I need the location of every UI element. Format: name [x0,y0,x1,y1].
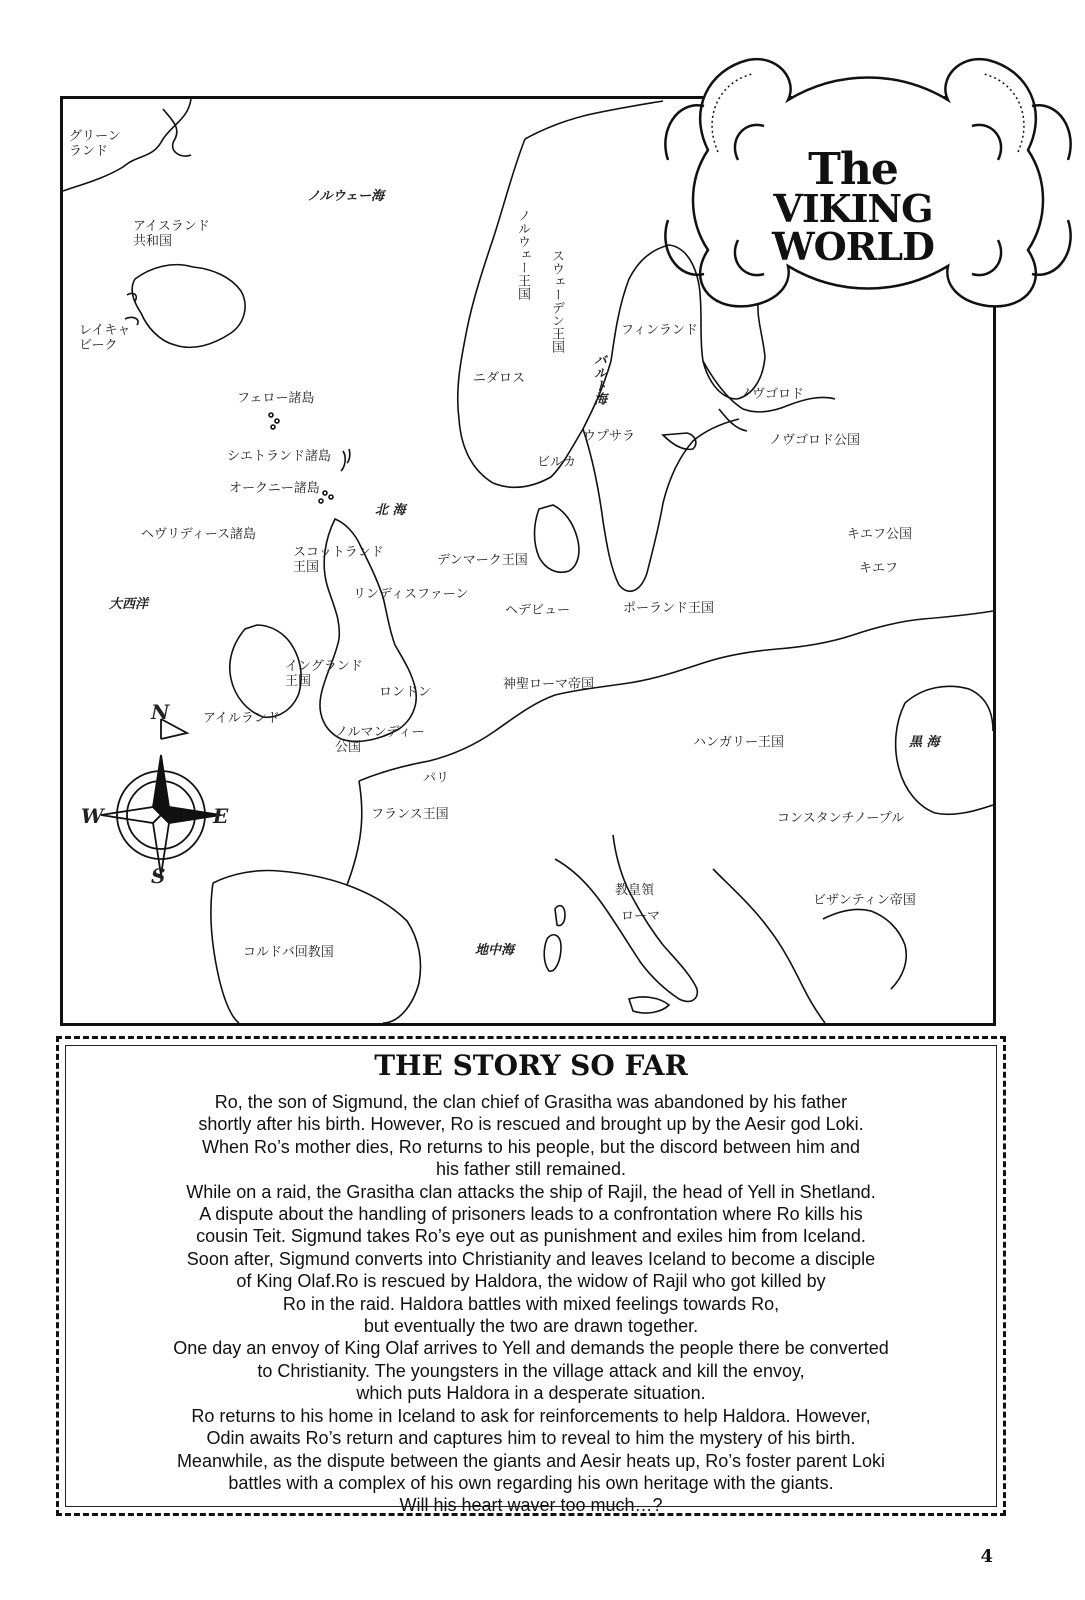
label-norwegian-sea: ノルウェー海 [307,189,384,204]
iceland-coast [132,265,245,348]
label-shetland: シエトランド諸島 [227,449,332,464]
story-line: his father still remained. [435,1159,627,1180]
compass-east: E [213,804,229,828]
compass-west: W [81,804,104,828]
label-north-sea: 北 海 [375,503,406,518]
story-body [69,1091,993,1517]
balkans-coast [713,869,825,1023]
label-orkney: オークニー諸島 [229,481,320,496]
label-cordoba: コルドバ回教国 [243,945,334,960]
label-iceland: アイスランド 共和国 [133,219,210,249]
label-baltic-sea: バルト海 [591,353,606,405]
story-line: Will his heart waver too much…? [399,1495,663,1516]
label-hre: 神聖ローマ帝国 [503,677,595,692]
page-number: 4 [980,1546,993,1567]
title-world: WORLD [771,224,935,269]
label-poland: ポーランド王国 [623,601,715,616]
label-paris: パリ [423,771,450,786]
compass-north: N [151,700,170,724]
story-line: Meanwhile, as the dispute between the giants and Aesir heats up, Ro’s foster parent Loki [176,1450,886,1471]
label-hedeby: ヘデビュー [505,603,571,618]
story-line: Ro in the raid. Haldora battles with mixed feelings towards Ro, [282,1293,780,1314]
black-sea-coast [896,686,993,814]
label-kiev-principality: キエフ公国 [847,527,913,542]
story-line: When Ro’s mother dies, Ro returns to his people, but the discord between him and [201,1136,861,1157]
label-ireland: アイルランド [203,711,280,726]
story-line: Ro, the son of Sigmund, the clan chief of Grasitha was abandoned by his father [214,1092,848,1112]
label-hungary: ハンガリー王国 [693,735,785,750]
story-line: to Christianity. The youngsters in the village attack and kill the envoy, [257,1360,805,1381]
story-line: Ro returns to his home in Iceland to ask for reinforcements to help Haldora. However, [191,1405,871,1426]
sweden-coast [583,419,739,591]
label-atlantic: 大西洋 [109,597,149,612]
label-england: イングランド 王国 [285,659,363,689]
label-uppsala: ウプサラ [583,429,636,444]
label-constantinople: コンスタンチノープル [777,811,905,826]
compass-south: S [151,864,166,888]
label-scotland: スコットランド 王国 [293,545,384,575]
story-line: A dispute about the handling of prisoners leads to a confrontation where Ro kills his [199,1204,863,1225]
title-text [763,144,943,269]
title-badge [648,40,1084,320]
title-the: The [808,144,898,195]
label-nidaros: ニダロス [473,371,526,386]
label-birka: ビルカ [537,455,577,470]
story-line: shortly after his birth. However, Ro is rescued and brought up by the Aesir god Loki. [198,1114,864,1135]
continent-coast [359,611,993,781]
label-black-sea: 黒 海 [909,735,940,750]
story-line: but eventually the two are drawn together. [363,1316,699,1337]
label-hebrides: ヘヴリディース諸島 [141,527,257,542]
label-kiev: キエフ [859,561,899,576]
story-line: While on a raid, the Grasitha clan attacks the ship of Rajil, the head of Yell in Shetland. [186,1181,876,1202]
story-line: battles with a complex of his own regarding his own heritage with the giants. [228,1472,834,1493]
label-finland: フィンランド [621,323,698,338]
label-papal-states: 教皇領 [615,883,655,898]
denmark-coast [535,505,579,572]
label-london: ロンドン [379,685,432,700]
story-line: cousin Teit. Sigmund takes Ro’s eye out as punishment and exiles him from Iceland. [196,1226,866,1247]
story-line: Soon after, Sigmund converts into Christianity and leaves Iceland to become a disciple [186,1248,876,1269]
compass-rose [101,719,221,875]
story-line: One day an envoy of King Olaf arrives to Yell and demands the people there be converted [173,1338,889,1359]
label-norway: ノルウェー王国 [515,209,530,300]
label-france: フランス王国 [371,807,449,822]
label-normandy: ノルマンディー 公国 [335,725,425,755]
label-rome: ローマ [621,909,661,924]
label-sweden: スウェーデン王国 [549,249,564,353]
label-lindisfarne: リンディスファーン [353,587,469,602]
label-greenland: グリーン ランド [69,129,121,159]
title-viking: VIKING [773,186,933,231]
story-line: of King Olaf.Ro is rescued by Haldora, the widow of Rajil who got killed by [236,1271,826,1292]
story-line: which puts Haldora in a desperate situation. [356,1383,706,1404]
label-reykjavik: レイキャ ビーク [79,323,131,353]
story-so-far-box [56,1036,1006,1516]
label-byzantine: ビザンティン帝国 [813,893,916,908]
label-denmark: デンマーク王国 [437,553,528,568]
label-novgorod: ノヴゴロド [739,387,805,402]
story-heading: THE STORY SO FAR [374,1049,688,1082]
story-line: Odin awaits Ro’s return and captures him to reveal to him the mystery of his birth. [206,1428,856,1449]
label-novgorod-principality: ノヴゴロド公国 [769,433,861,448]
label-faroe: フェロー諸島 [237,391,315,406]
label-mediterranean: 地中海 [475,943,515,958]
